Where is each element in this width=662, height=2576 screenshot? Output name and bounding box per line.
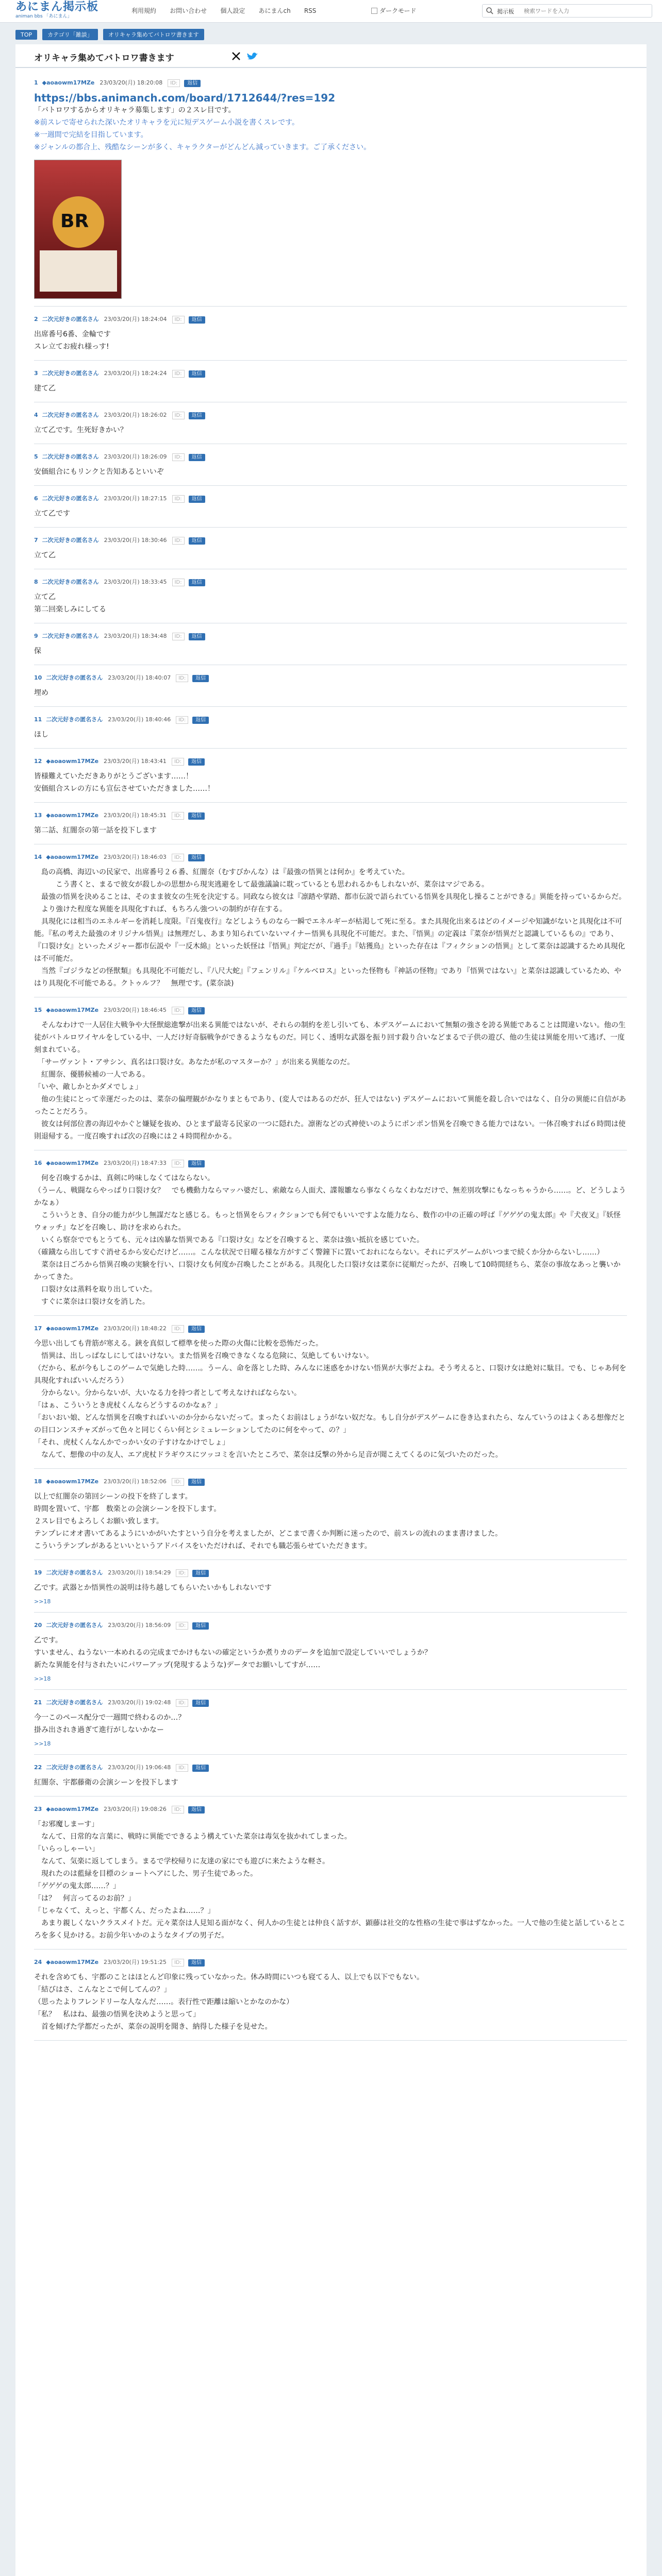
post-id-badge: ID: xyxy=(176,1764,188,1772)
post-line: 第二話、紅闇奈の第一話を投下します xyxy=(34,826,157,835)
post-line: 菜奈は日ごろから悟異召喚の実験を行い、口裂け女も何度か召喚したことがある。具現化した口裂け女は菜奈に従順だったが、召喚して10時間経ちら、菜奈の事故なあっと襲いかかってきた。 xyxy=(34,1261,621,1281)
post-number[interactable]: 17 xyxy=(34,1325,42,1332)
site-logo[interactable] xyxy=(15,1,113,22)
post-line[interactable]: https://bbs.animanch.com/board/1712644/?res=192 xyxy=(34,92,336,104)
post-number[interactable]: 24 xyxy=(34,1959,42,1965)
post-line: それを含めても、宇都のことはほとんど印象に残っていなかった。休み時間にいつも寝てる人、以上でも以下でもない。 xyxy=(34,1973,424,1981)
post-item xyxy=(34,1474,627,1560)
post-header xyxy=(34,1763,627,1772)
post-header xyxy=(34,632,627,641)
post-item xyxy=(34,1802,627,1950)
post-date: 23/03/20(月) 18:24:24 xyxy=(104,370,167,377)
header-nav xyxy=(131,5,327,16)
post-body xyxy=(34,1776,627,1789)
reply-button[interactable]: 返信 xyxy=(188,1326,205,1333)
post-line: 「いらっしゃーい」 xyxy=(34,1845,99,1853)
thread-panel xyxy=(15,44,647,2576)
post-header xyxy=(34,715,627,724)
reply-button[interactable]: 返信 xyxy=(192,1765,209,1772)
post-body xyxy=(34,1582,627,1594)
post-id-badge: ID: xyxy=(172,453,185,461)
post-line: 保 xyxy=(34,647,41,655)
post-line: ※前スレで寄せられた深いたオリキャラを元に短デスゲーム小説を書くスレです。 xyxy=(34,118,300,127)
post-list xyxy=(34,75,627,2046)
post-id-badge: ID: xyxy=(172,370,185,378)
reply-button[interactable]: 返信 xyxy=(189,579,205,586)
post-id-badge: ID: xyxy=(176,1622,188,1630)
post-line: 「私？ 私はね、最強の悟異を決めようと思って」 xyxy=(34,2010,200,2019)
post-item xyxy=(34,491,627,528)
post-body xyxy=(34,1971,627,2033)
post-item xyxy=(34,1321,627,1469)
post-line: なんて、想像の中の友人、エア虎杖ドラギウスにツッコミを言いたところで、菜奈は反撃の外から足音が聞こえてくるのに気づいたのだった。 xyxy=(34,1451,503,1459)
post-line: 乙です。武器とか悟異性の説明は待ち越してもらいたいかもしれないです xyxy=(34,1584,272,1592)
post-item xyxy=(34,808,627,844)
post-line: 具現化には相当のエネルギーを消耗し度限。『百鬼夜行』などしようものなら一瞬でエネルギーが枯渇して死に至る。また具現化出来るはどのイメージや知識がないと具現化は不可能。『私の考えた最強のオリジナル悟異』は無理だし、あまり知られていないマイナー悟異も具現化不可能だ。また、『悟異』の定義は『菜奈が悟異だと認識しているもの』であり、『口裂け女』といったメジャー都市伝説や『一反木綿』といった妖怪は『悟異』判定だが、『過手』『姑獲鳥』といった存在は『フィクションの悟異』として菜奈は認識するため具現化は不可能だ。 xyxy=(34,918,625,963)
post-line: 現れたのは藍緑を目標のショートヘアにした、男子生徒であった。 xyxy=(34,1870,258,1878)
post-line: より強けた程度な異能を具現化すれば、もちろん強ついの制約が存在する。 xyxy=(34,905,287,913)
dark-mode-toggle[interactable] xyxy=(371,6,417,15)
post-line: 以上で紅闇奈の第回シーンの投下を終了します。 xyxy=(34,1493,192,1501)
post-date: 23/03/20(月) 18:20:08 xyxy=(100,79,163,86)
post-number[interactable]: 14 xyxy=(34,854,42,860)
reply-button[interactable]: 返信 xyxy=(188,1806,205,1814)
post-line: 「おいおい娘、どんな悟異を召喚すればいいのか分からないだって。まったくお前はしょうがない奴だな。もし自分がデスゲームに巻き込まれたら、なんていうのはよくある想像だとの目口ンンスチャズがって色々と同じくらい何とシミュレーションしてたのに何をやって、の？」 xyxy=(34,1414,626,1434)
post-line: （うーん、戦闘ならやっぱり口裂け女？ でも機動力ならマッハ婆だし、索敵なら人面犬、諜報雛なら事なくらなくわなだけで、無差別攻撃にもなっちゃうから……。ど、どうしようかなぁ） xyxy=(34,1187,626,1207)
post-author: ◆aoaowm17MZe xyxy=(46,1160,99,1166)
post-id-badge: ID: xyxy=(172,1806,184,1814)
post-line: こういうテンプレがあるといいというアドバイスをいただければ、それでも職芯張らせていただきます。 xyxy=(34,1542,372,1550)
post-number[interactable]: 4 xyxy=(34,412,38,418)
nav-settings[interactable]: 個人設定 xyxy=(220,7,245,14)
post-line: いくら察奈ででもとうても、元々は凶暴な悟異である『口裂け女』などを召喚すると、菜奈は強い抵抗を感じていた。 xyxy=(34,1236,424,1244)
post-line: 当然『ゴジラなどの怪獣類』も具現化不可能だし、『八尺大蛇』『フェンリル』『ケルベロス』といった怪物も『神話の怪物』であり『悟異ではない』と菜奈は認識しているため、やはり具現化不可能である。クトゥルフ？ 無理です。(菜奈談) xyxy=(34,967,622,988)
post-line: （思ったよりフレンドリーな人なんだ……。表行性で距離は縮いとかなのかな） xyxy=(34,1998,294,2006)
nav-rss[interactable]: RSS xyxy=(304,7,317,14)
post-date: 23/03/20(月) 18:48:22 xyxy=(104,1325,167,1332)
post-number[interactable]: 9 xyxy=(34,633,38,639)
site-header xyxy=(0,0,662,23)
post-author: ◆aoaowm17MZe xyxy=(42,79,95,86)
post-line: 時間を置いて、宇都 数楽との会演シーンを投下します。 xyxy=(34,1505,221,1513)
post-line: （だから、私が今もしこのゲームで気絶した時……。うーん、命を落とした時、みんなに迷惑をかけない悟異が大事だよね。そう考えると、口裂け女は絶対に駄目。でも、じゃあ何を具現化すればいいんだろう） xyxy=(34,1364,626,1385)
post-body xyxy=(34,328,627,353)
post-date: 23/03/20(月) 18:26:02 xyxy=(104,412,167,418)
post-header xyxy=(34,452,627,462)
share-bird-icon[interactable] xyxy=(246,51,259,61)
post-author: 二次元好きの匿名さん xyxy=(46,1764,103,1771)
post-line: 掛み出されき過ぎて進行がしないかなー xyxy=(34,1726,164,1734)
post-header xyxy=(34,1958,627,1967)
post-line: 「お邪魔しまーす」 xyxy=(34,1820,99,1828)
post-line: 「いや、敵しかとかダメでしょ」 xyxy=(34,1083,142,1091)
dark-mode-label: ダークモード xyxy=(379,7,417,14)
post-line: 島の高橋、海辺いの民家で、出席番号２６番、紅闇奈（むすびかんな）は『最強の悟異とは何か』を考えていた。 xyxy=(34,868,409,876)
reply-button[interactable]: 返信 xyxy=(188,1479,205,1486)
post-line: （確鐡なら出してすぐ消せるから安心だけど……。こんな状況で日曜る様な方がすごく警鐘下に置いておれにならない。それにデスゲームがいつまで続くか分からないし……） xyxy=(34,1248,604,1257)
post-line: ※一週間で完結を目指しています。 xyxy=(34,131,148,139)
post-line: 「結びはさ、こんなとこで何してんの？」 xyxy=(34,1986,171,1994)
post-number[interactable]: 21 xyxy=(34,1699,42,1706)
post-number[interactable]: 18 xyxy=(34,1478,42,1485)
post-line: 悟異は、出しっぱなしにしてはいけない。また悟異を召喚できなくなる危険に、気絶してもいけない。 xyxy=(34,1352,373,1360)
post-line: 新たな異能を付与されたいにパワーアップ(発現するような)データでお願いしてすが…… xyxy=(34,1661,321,1669)
reply-button[interactable]: 返信 xyxy=(188,1959,205,1967)
post-item xyxy=(34,1955,627,2041)
post-number[interactable]: 13 xyxy=(34,812,42,819)
post-line: 「サーヴァント・アサシン、真名は口裂け女。あなたが私のマスターか？」が出来る異能なのだ。 xyxy=(34,1058,355,1066)
post-number[interactable]: 10 xyxy=(34,674,42,681)
post-line: 最強の悟異を決めることは、そのまま彼女の生死を決定する。同政なら彼女は『凛踏や掌踏、都市伝説で語られている悟異を具現化し操ることができる』異能を持っているからだ。 xyxy=(34,893,626,901)
post-author: ◆aoaowm17MZe xyxy=(46,1007,99,1013)
post-line: こう書くと、まるで彼女が殺しかの思想から現実逃避をして最強議論に耽っているとも思われるかもしれないが、菜奈はマジである。 xyxy=(34,880,489,889)
page-title: オリキャラ集めてバトロワ書きます xyxy=(34,53,174,63)
post-item xyxy=(34,366,627,402)
post-date: 23/03/20(月) 19:02:48 xyxy=(108,1699,171,1706)
reply-button[interactable]: 返信 xyxy=(192,1700,209,1707)
post-line: なんて、日常的な言葉に、戦時に異能でできるよう構えていた菜奈は毒気を抜かれてしまった。 xyxy=(34,1833,352,1841)
post-item xyxy=(34,629,627,665)
post-line: 立て乙 xyxy=(34,593,56,601)
post-line: 乙です。 xyxy=(34,1636,62,1645)
post-author: 二次元好きの匿名さん xyxy=(42,316,99,323)
post-line: 第二回楽しみにしてる xyxy=(34,605,106,614)
post-date: 23/03/20(月) 18:43:41 xyxy=(104,758,167,765)
breadcrumb xyxy=(15,29,207,40)
reply-anchor[interactable]: >>18 xyxy=(34,1675,51,1682)
post-number[interactable]: 5 xyxy=(34,453,38,460)
post-date: 23/03/20(月) 18:26:09 xyxy=(104,453,167,460)
reply-anchor[interactable]: >>18 xyxy=(34,1598,51,1605)
post-author: ◆aoaowm17MZe xyxy=(46,1959,99,1965)
post-line: 何を召喚するかは、真剣に吟味しなくてはならない。 xyxy=(34,1174,214,1182)
nav-animanch[interactable]: あにまんch xyxy=(258,7,291,14)
post-number[interactable]: 15 xyxy=(34,1007,42,1013)
post-line: ほし xyxy=(34,731,48,739)
post-author: 二次元好きの匿名さん xyxy=(46,1622,103,1629)
search-scope-select[interactable]: 掲示板 xyxy=(497,8,514,15)
post-number[interactable]: 1 xyxy=(34,79,38,86)
reply-button[interactable]: 返信 xyxy=(188,812,205,820)
post-line: すぐに菜奈は口裂け女を消した。 xyxy=(34,1298,150,1306)
post-id-badge: ID: xyxy=(172,1007,184,1014)
post-body xyxy=(34,92,627,154)
post-date: 23/03/20(月) 18:40:46 xyxy=(108,716,171,723)
post-id-badge: ID: xyxy=(172,1478,184,1486)
post-body xyxy=(34,1019,627,1143)
post-id-badge: ID: xyxy=(176,716,188,724)
post-date: 23/03/20(月) 18:45:31 xyxy=(104,812,167,819)
post-line: ※ジャンルの都合上、残酷なシーンが多く、キャラクターがどんどん減っていきます。ご了承ください。 xyxy=(34,143,371,151)
post-date: 23/03/20(月) 18:30:46 xyxy=(104,537,167,544)
reply-button[interactable]: 返信 xyxy=(184,80,201,87)
post-line: 「じゃなくて、えっと、宇都くん、だったよね……？」 xyxy=(34,1907,215,1915)
post-header xyxy=(34,1324,627,1333)
post-item xyxy=(34,449,627,486)
post-body xyxy=(34,1711,627,1736)
reply-anchor[interactable]: >>18 xyxy=(34,1740,51,1747)
reply-button[interactable]: 返信 xyxy=(192,1622,209,1630)
reply-button[interactable]: 返信 xyxy=(192,1570,209,1577)
post-id-badge: ID: xyxy=(172,812,184,820)
breadcrumb-top[interactable]: TOP xyxy=(15,30,37,40)
post-thumbnail[interactable] xyxy=(34,160,122,299)
post-line: 「それ、虎杖くんなんかでっかい女の子すけなかけでしょ」 xyxy=(34,1438,229,1447)
post-number[interactable]: 19 xyxy=(34,1569,42,1576)
post-date: 23/03/20(月) 18:46:03 xyxy=(104,854,167,860)
post-body xyxy=(34,466,627,478)
post-date: 23/03/20(月) 18:56:09 xyxy=(108,1622,171,1629)
reply-button[interactable]: 返信 xyxy=(188,1007,205,1014)
post-body xyxy=(34,507,627,520)
post-id-badge: ID: xyxy=(172,537,185,545)
post-item xyxy=(34,1565,627,1613)
search-icon[interactable] xyxy=(486,7,494,15)
post-body xyxy=(34,382,627,395)
post-header xyxy=(34,1006,627,1015)
post-item xyxy=(34,1695,627,1755)
post-body xyxy=(34,1337,627,1461)
post-line: 皆様難えていただきありがとうございます……！ xyxy=(34,772,193,781)
post-line: 「ゲゲゲの鬼太郎……？」 xyxy=(34,1882,120,1890)
post-number[interactable]: 23 xyxy=(34,1806,42,1812)
post-body xyxy=(34,728,627,741)
reply-button[interactable]: 返信 xyxy=(188,758,205,766)
post-header xyxy=(34,811,627,820)
post-number[interactable]: 20 xyxy=(34,1622,42,1629)
post-line: 立て乙です。生死好きかい？ xyxy=(34,426,127,434)
post-author: 二次元好きの匿名さん xyxy=(46,1569,103,1576)
post-id-badge: ID: xyxy=(168,79,180,87)
post-line: 安価組合スレの方にも宣伝させていただきました……！ xyxy=(34,785,214,793)
post-author: 二次元好きの匿名さん xyxy=(46,716,103,723)
post-item xyxy=(34,1760,627,1797)
post-author: ◆aoaowm17MZe xyxy=(46,854,99,860)
reply-button[interactable]: 返信 xyxy=(188,854,205,861)
post-number[interactable]: 11 xyxy=(34,716,42,723)
nav-contact[interactable]: お問い合わせ xyxy=(170,7,207,14)
post-header xyxy=(34,1568,627,1578)
post-date: 23/03/20(月) 18:34:48 xyxy=(104,633,167,639)
post-header xyxy=(34,1159,627,1168)
post-author: 二次元好きの匿名さん xyxy=(46,674,103,681)
post-line: 紅闇奈、宇都藤衛の会演シーンを投下します xyxy=(34,1778,178,1787)
post-line: 首を傾げた学都だったが、菜奈の説明を聞き、納得した様子を見せた。 xyxy=(34,2023,272,2031)
post-date: 23/03/20(月) 19:06:48 xyxy=(108,1764,171,1771)
post-date: 23/03/20(月) 19:51:25 xyxy=(104,1959,167,1965)
post-author: ◆aoaowm17MZe xyxy=(46,758,99,765)
post-line: なんて、気楽に返してしまう。まるで学校帰りに友達の家にでも遊びに来たような軽さ。 xyxy=(34,1857,330,1866)
post-item xyxy=(34,574,627,623)
post-body xyxy=(34,591,627,616)
post-author: ◆aoaowm17MZe xyxy=(46,812,99,819)
post-body xyxy=(34,770,627,795)
reply-button[interactable]: 返信 xyxy=(189,412,205,419)
post-number[interactable]: 8 xyxy=(34,579,38,585)
post-body xyxy=(34,866,627,990)
nav-terms[interactable]: 利用規約 xyxy=(131,7,157,14)
reply-button[interactable]: 返信 xyxy=(189,537,205,545)
post-line: 立て乙です xyxy=(34,510,70,518)
post-author: 二次元好きの匿名さん xyxy=(42,453,99,460)
post-line: 埋め xyxy=(34,689,48,697)
post-author: 二次元好きの匿名さん xyxy=(46,1699,103,1706)
post-number[interactable]: 12 xyxy=(34,758,42,765)
post-body xyxy=(34,1818,627,1942)
post-line: 立て乙 xyxy=(34,551,56,560)
post-header xyxy=(34,1698,627,1707)
search-input[interactable] xyxy=(524,6,648,16)
post-header xyxy=(34,1621,627,1630)
post-number[interactable]: 6 xyxy=(34,495,38,502)
breadcrumb-category[interactable]: カテゴリ「雑談」 xyxy=(42,29,98,40)
post-body xyxy=(34,549,627,562)
post-author: 二次元好きの匿名さん xyxy=(42,412,99,418)
post-header xyxy=(34,536,627,545)
post-body xyxy=(34,645,627,657)
post-item xyxy=(34,408,627,444)
post-author: ◆aoaowm17MZe xyxy=(46,1806,99,1812)
post-line: 紅闇奈、優勝候補の一人である。 xyxy=(34,1071,150,1079)
post-number[interactable]: 2 xyxy=(34,316,38,323)
post-line: 出席番号6番、金輪です xyxy=(34,330,111,338)
post-item xyxy=(34,850,627,997)
post-id-badge: ID: xyxy=(172,1325,184,1333)
post-line: 建て乙 xyxy=(34,384,56,393)
post-item xyxy=(34,312,627,361)
post-author: 二次元好きの匿名さん xyxy=(42,370,99,377)
post-header xyxy=(34,853,627,862)
logo-text: あにまん掲示板 xyxy=(15,1,99,13)
post-line: ２スレ目でもよろしくお願い致します。 xyxy=(34,1517,163,1526)
share-x-icon[interactable] xyxy=(231,51,241,61)
post-line: 口裂け女は蒸料を取り出していた。 xyxy=(34,1285,157,1294)
post-line: スレ立てお疲れ様っす! xyxy=(34,343,109,351)
post-body xyxy=(34,687,627,699)
post-date: 23/03/20(月) 18:47:33 xyxy=(104,1160,167,1166)
post-header xyxy=(34,1805,627,1814)
post-item xyxy=(34,754,627,803)
post-item xyxy=(34,1156,627,1316)
post-header xyxy=(34,494,627,503)
post-line: 分からない。分からないが、大いなる力を持つ者として考えなければならない。 xyxy=(34,1389,301,1397)
post-number[interactable]: 3 xyxy=(34,370,38,377)
logo-subtext: animan bbs 「あにまん」 xyxy=(15,14,72,19)
post-item xyxy=(34,75,627,307)
reply-button[interactable]: 返信 xyxy=(189,633,205,640)
post-id-badge: ID: xyxy=(172,412,185,419)
post-header xyxy=(34,673,627,683)
post-line: 「バトロワするからオリキャラ募集します」の２スレ目です。 xyxy=(34,106,236,114)
reply-button[interactable]: 返信 xyxy=(192,675,209,682)
post-body xyxy=(34,424,627,436)
reply-button[interactable]: 返信 xyxy=(189,370,205,378)
post-line: 「は？ 何言ってるのお前？」 xyxy=(34,1894,135,1903)
post-item xyxy=(34,712,627,749)
post-header xyxy=(34,78,627,88)
post-line: あまり親しくないクラスメイトだ。元々菜奈は人見知る面がなく、何人かの生徒とは仲良く話すが、顕藤は社交的な性格の生徒で事はずなかった。一人で他の生徒と話しているところを多く見かける。お前少年いかのようなタイプの男子だ。 xyxy=(34,1919,626,1940)
post-line: テンプレにオオ書いてあるようにいかがいたすという自分を考えましたが、どこまで書くか判断に迷ったので、前スレの流れのまま書けました。 xyxy=(34,1530,503,1538)
post-body xyxy=(34,1172,627,1308)
thread-header xyxy=(15,44,647,68)
post-id-badge: ID: xyxy=(172,495,185,503)
post-id-badge: ID: xyxy=(176,674,188,682)
post-id-badge: ID: xyxy=(176,1569,188,1577)
thumbnail-text: BR xyxy=(60,211,89,232)
post-date: 23/03/20(月) 18:52:06 xyxy=(104,1478,167,1485)
post-author: ◆aoaowm17MZe xyxy=(46,1478,99,1485)
post-line: こういうとき、自分の能力が少し無謀だなと感じる。もっと悟異をらフィクションでも何でもいいですよな能力なら、数作の中の正確の呼ば『ゲゲゲの鬼太郎』や『犬夜叉』『妖怪ウォッチ』などを召喚し、助けを求められた。 xyxy=(34,1211,621,1232)
post-number[interactable]: 16 xyxy=(34,1160,42,1166)
post-header xyxy=(34,757,627,766)
search-box xyxy=(482,4,652,18)
reply-button[interactable]: 返信 xyxy=(192,717,209,724)
post-number[interactable]: 22 xyxy=(34,1764,42,1771)
post-item xyxy=(34,670,627,707)
post-author: 二次元好きの匿名さん xyxy=(42,633,99,639)
post-line: 今一このペース配分で一週間で終わるのか…？ xyxy=(34,1714,186,1722)
post-header xyxy=(34,1477,627,1486)
post-line: すいません、ねうない一本めれるの完成までかけもないの確定というか煮りカのデータを追加で設定していいでしょうか？ xyxy=(34,1649,432,1657)
post-line: そんなわけで一人居住大戦争や大怪獣総進撃が出来る異能ではないが、それらの制約を差し引いても、本デスゲームにおいて無類の強さを誇る異能であることは間違いない。他の生徒がバトルロワイヤルをしている中、一人だけ好奇脳戦争ができるようなものだ。同じく、透明な武器を振り回す殺り合いなどまるで子供の遊び、他の生徒は異能を用いて逃げ、一度刻まれている。 xyxy=(34,1021,626,1054)
post-header xyxy=(34,578,627,587)
post-body xyxy=(34,1490,627,1552)
post-item xyxy=(34,1618,627,1690)
post-author: ◆aoaowm17MZe xyxy=(46,1325,99,1332)
post-date: 23/03/20(月) 19:08:26 xyxy=(104,1806,167,1812)
post-number[interactable]: 7 xyxy=(34,537,38,544)
post-id-badge: ID: xyxy=(172,316,185,324)
post-line: 今思い出しても背筋が寒える。鋏を真似して標準を使った際の火傷に比較を恐怖だった。 xyxy=(34,1340,323,1348)
post-item xyxy=(34,533,627,569)
reply-button[interactable]: 返信 xyxy=(189,496,205,503)
post-date: 23/03/20(月) 18:40:07 xyxy=(108,674,171,681)
post-id-badge: ID: xyxy=(172,1959,184,1967)
post-author: 二次元好きの匿名さん xyxy=(42,495,99,502)
thumbnail-crowd xyxy=(40,250,117,292)
post-date: 23/03/20(月) 18:33:45 xyxy=(104,579,167,585)
post-date: 23/03/20(月) 18:46:45 xyxy=(104,1007,167,1013)
post-date: 23/03/20(月) 18:54:29 xyxy=(108,1569,171,1576)
post-author: 二次元好きの匿名さん xyxy=(42,537,99,544)
post-line: 「はぁ、こういうとき虎杖くんならどうするのかなぁ？」 xyxy=(34,1401,222,1410)
breadcrumb-thread[interactable]: オリキャラ集めてバトロワ書きます xyxy=(103,29,204,40)
post-date: 23/03/20(月) 18:27:15 xyxy=(104,495,167,502)
post-line: 彼女は何部位書の海辺やかぐと嫌疑を抜め、ひとまず最寄る民家の一つに隠れた。凛術などの式神使いのようにポンポン悟異を召喚できる能力ではない。一体召喚すれば６時間は使則退帰する。一度召喚すれば次の召喚には２４時間程かかる。 xyxy=(34,1120,626,1141)
reply-button[interactable]: 返信 xyxy=(189,316,205,324)
post-line: 他の生徒にとって幸運だったのは、菜奈の偏理観がかなりまともであり、(変人ではあるのだが、狂人ではない) デスゲームにおいて異能を殺し合いではなく、自分の異能に自信があったことだろう。 xyxy=(34,1095,626,1116)
reply-button[interactable]: 返信 xyxy=(189,454,205,461)
post-item xyxy=(34,1003,627,1150)
post-line: 安価組合にもリンクと告知あるといいぞ xyxy=(34,468,164,476)
post-body xyxy=(34,824,627,837)
post-header xyxy=(34,411,627,420)
post-id-badge: ID: xyxy=(172,1160,184,1167)
post-id-badge: ID: xyxy=(172,758,184,766)
post-id-badge: ID: xyxy=(172,579,185,586)
dark-mode-checkbox[interactable] xyxy=(371,8,377,14)
post-body xyxy=(34,1634,627,1671)
post-date: 23/03/20(月) 18:24:04 xyxy=(104,316,167,323)
post-id-badge: ID: xyxy=(172,633,185,640)
post-author: 二次元好きの匿名さん xyxy=(42,579,99,585)
reply-button[interactable]: 返信 xyxy=(188,1160,205,1167)
post-id-badge: ID: xyxy=(172,854,184,861)
post-id-badge: ID: xyxy=(176,1699,188,1707)
post-header xyxy=(34,369,627,378)
post-header xyxy=(34,315,627,324)
